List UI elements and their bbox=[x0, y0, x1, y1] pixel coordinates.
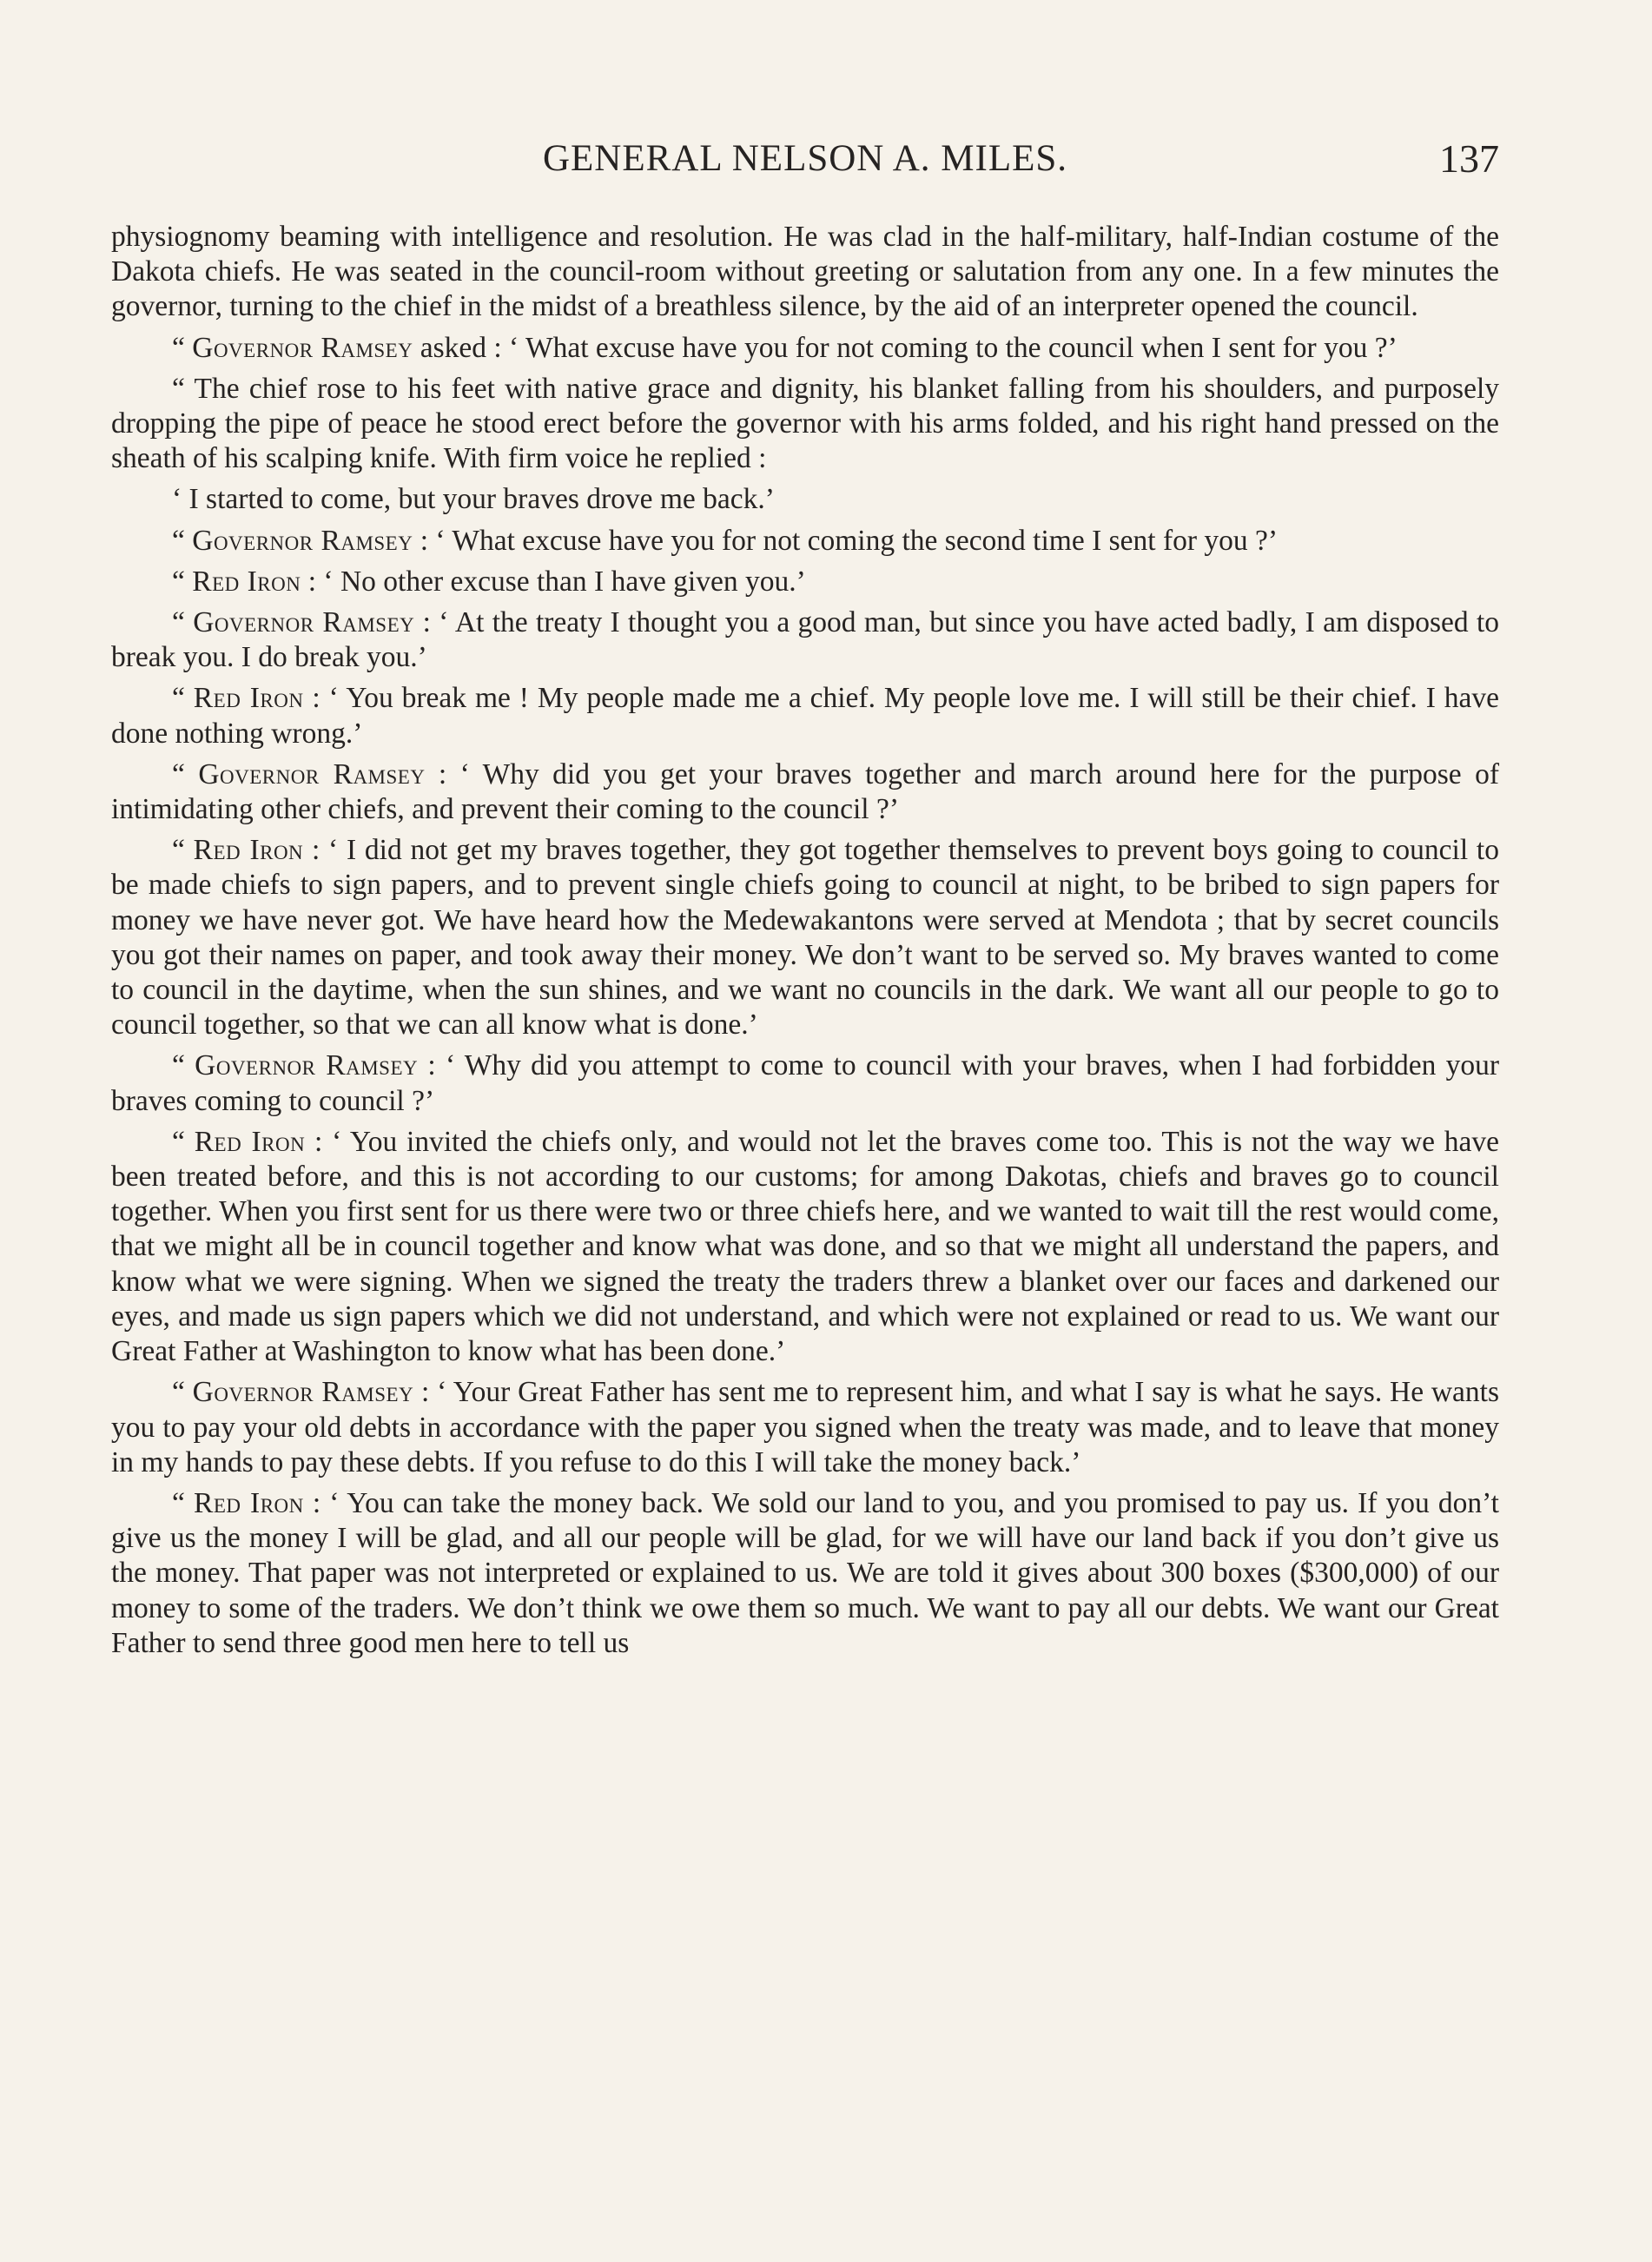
paragraph-text: physiognomy beaming with intelligence and resolution. He was clad in the half-military, half-Indian costume of the Dakota chiefs. He was seated in the council-room without greeting or salutation from any one. In a few minutes the governor, turning to the chief in the midst of a breathless silence, by the aid of an interpreter opened the council. bbox=[111, 221, 1499, 323]
paragraph bbox=[111, 605, 1499, 675]
paragraph-text: “ bbox=[172, 834, 194, 867]
paragraph bbox=[111, 1375, 1499, 1480]
paragraph-text: : ‘ You can take the money back. We sold our land to you, and you promised to pay us. If you don’t give us the money I will be glad, and all our people will be glad, for we will have our land back if you don’t give us the money. That paper was not interpreted or explained to us. We are told it gives about 300 boxes ($300,000) of our money to some of the traders. We don’t think we owe them so much. We want to pay all our debts. We want our Great Father to send three good men here to tell us bbox=[111, 1486, 1499, 1659]
speaker-name: Red Iron bbox=[192, 565, 301, 598]
paragraph bbox=[111, 833, 1499, 1042]
speaker-name: Red Iron bbox=[194, 1125, 306, 1158]
paragraph bbox=[111, 681, 1499, 751]
paragraph-text: “ bbox=[172, 606, 194, 639]
paragraph bbox=[111, 565, 1499, 599]
running-title: GENERAL NELSON A. MILES. bbox=[542, 138, 1068, 179]
paragraph bbox=[111, 524, 1499, 559]
speaker-name: Red Iron bbox=[193, 682, 304, 715]
paragraph-text: “ bbox=[172, 524, 193, 557]
speaker-name: Governor Ramsey bbox=[192, 1376, 414, 1409]
paragraph-text: “ bbox=[172, 1376, 193, 1409]
page-number: 137 bbox=[1439, 136, 1499, 181]
paragraph bbox=[111, 220, 1499, 325]
speaker-name: Governor Ramsey bbox=[192, 524, 413, 557]
paragraph-text: “ bbox=[172, 1486, 194, 1519]
paragraph bbox=[111, 1048, 1499, 1118]
paragraph-text: “ The chief rose to his feet with native grace and dignity, his blanket falling from his shoulders, and purposely dropping the pipe of peace he stood erect before the governor with his arms folded, and his right hand pressed on the sheath of his scalping knife. With firm voice he replied : bbox=[111, 372, 1499, 475]
paragraph-text: asked : ‘ What excuse have you for not coming to the council when I sent for you ?’ bbox=[413, 331, 1398, 364]
running-head bbox=[111, 129, 1499, 189]
paragraph-text: : ‘ What excuse have you for not coming the second time I sent for you ?’ bbox=[413, 524, 1279, 557]
paragraph-text: “ bbox=[172, 331, 193, 364]
paragraph-text: “ bbox=[172, 1049, 195, 1082]
paragraph-text: : ‘ Why did you attempt to come to council with your braves, when I had forbidden your braves coming to council ?’ bbox=[111, 1049, 1500, 1117]
speaker-name: Governor Ramsey bbox=[193, 606, 415, 639]
paragraph-text: : ‘ At the treaty I thought you a good man, but since you have acted badly, I am disposed to break you. I do break you.’ bbox=[111, 606, 1500, 674]
speaker-name: Governor Ramsey bbox=[192, 331, 413, 364]
speaker-name: Governor Ramsey bbox=[195, 1049, 419, 1082]
paragraph-text: : ‘ You invited the chiefs only, and would not let the braves come too. This is not the way we have been treated before, and this is not according to our customs; for among Dakotas, chiefs and braves go to council together. When you first sent for us there were two or three chiefs here, and we wanted to wait till the rest would come, that we might all be in council together and know what was done, and so that we might all understand the papers, and know what we were signing. When we signed the treaty the traders threw a blanket over our faces and darkened our eyes, and made us sign papers which we did not understand, and which were not explained or read to us. We want our Great Father at Washington to know what has been done.’ bbox=[111, 1125, 1500, 1368]
paragraph-text: “ bbox=[172, 565, 193, 598]
paragraph-text: “ bbox=[172, 682, 194, 715]
paragraph-text: : ‘ No other excuse than I have given you.’ bbox=[301, 565, 806, 598]
speaker-name: Governor Ramsey bbox=[198, 757, 426, 790]
paragraph-text: : ‘ Why did you get your braves together and march around here for the purpose of intimidating other chiefs, and prevent their coming to the council ?’ bbox=[111, 757, 1500, 826]
paragraph-text: : ‘ Your Great Father has sent me to represent him, and what I say is what he says. He wants you to pay your old debts in accordance with the paper you signed when the treaty was made, and to leave that money in my hands to pay these debts. If you refuse to do this I will take the money back.’ bbox=[111, 1376, 1500, 1478]
paragraph bbox=[111, 372, 1499, 477]
speaker-name: Red Iron bbox=[193, 834, 304, 867]
speaker-name: Red Iron bbox=[193, 1486, 304, 1519]
paragraph bbox=[111, 757, 1499, 827]
paragraph-text: “ bbox=[172, 757, 199, 790]
paragraph-text: “ bbox=[172, 1125, 195, 1158]
paragraph-text: : ‘ I did not get my braves together, they got together themselves to prevent boys going to council to be made chiefs to sign papers, and to prevent single chiefs going to council at night, to be bribed to sign papers for money we have never got. We have heard how the Medewakantons were served at Mendota ; that by secret councils you got their names on paper, and took away their money. We don’t want to be served so. My braves wanted to come to council in the daytime, when the sun shines, and we want no councils in the dark. We want all our people to go to council together, so that we can all know what is done.’ bbox=[111, 834, 1499, 1042]
paragraph bbox=[111, 331, 1499, 366]
body-text bbox=[111, 220, 1499, 1667]
paragraph bbox=[111, 1486, 1499, 1661]
paragraph bbox=[111, 482, 1499, 517]
paragraph bbox=[111, 1125, 1499, 1369]
paragraph-text: ‘ I started to come, but your braves drove me back.’ bbox=[172, 483, 775, 516]
paragraph-text: : ‘ You break me ! My people made me a chief. My people love me. I will still be their chief. I have done nothing wrong.’ bbox=[111, 682, 1499, 750]
